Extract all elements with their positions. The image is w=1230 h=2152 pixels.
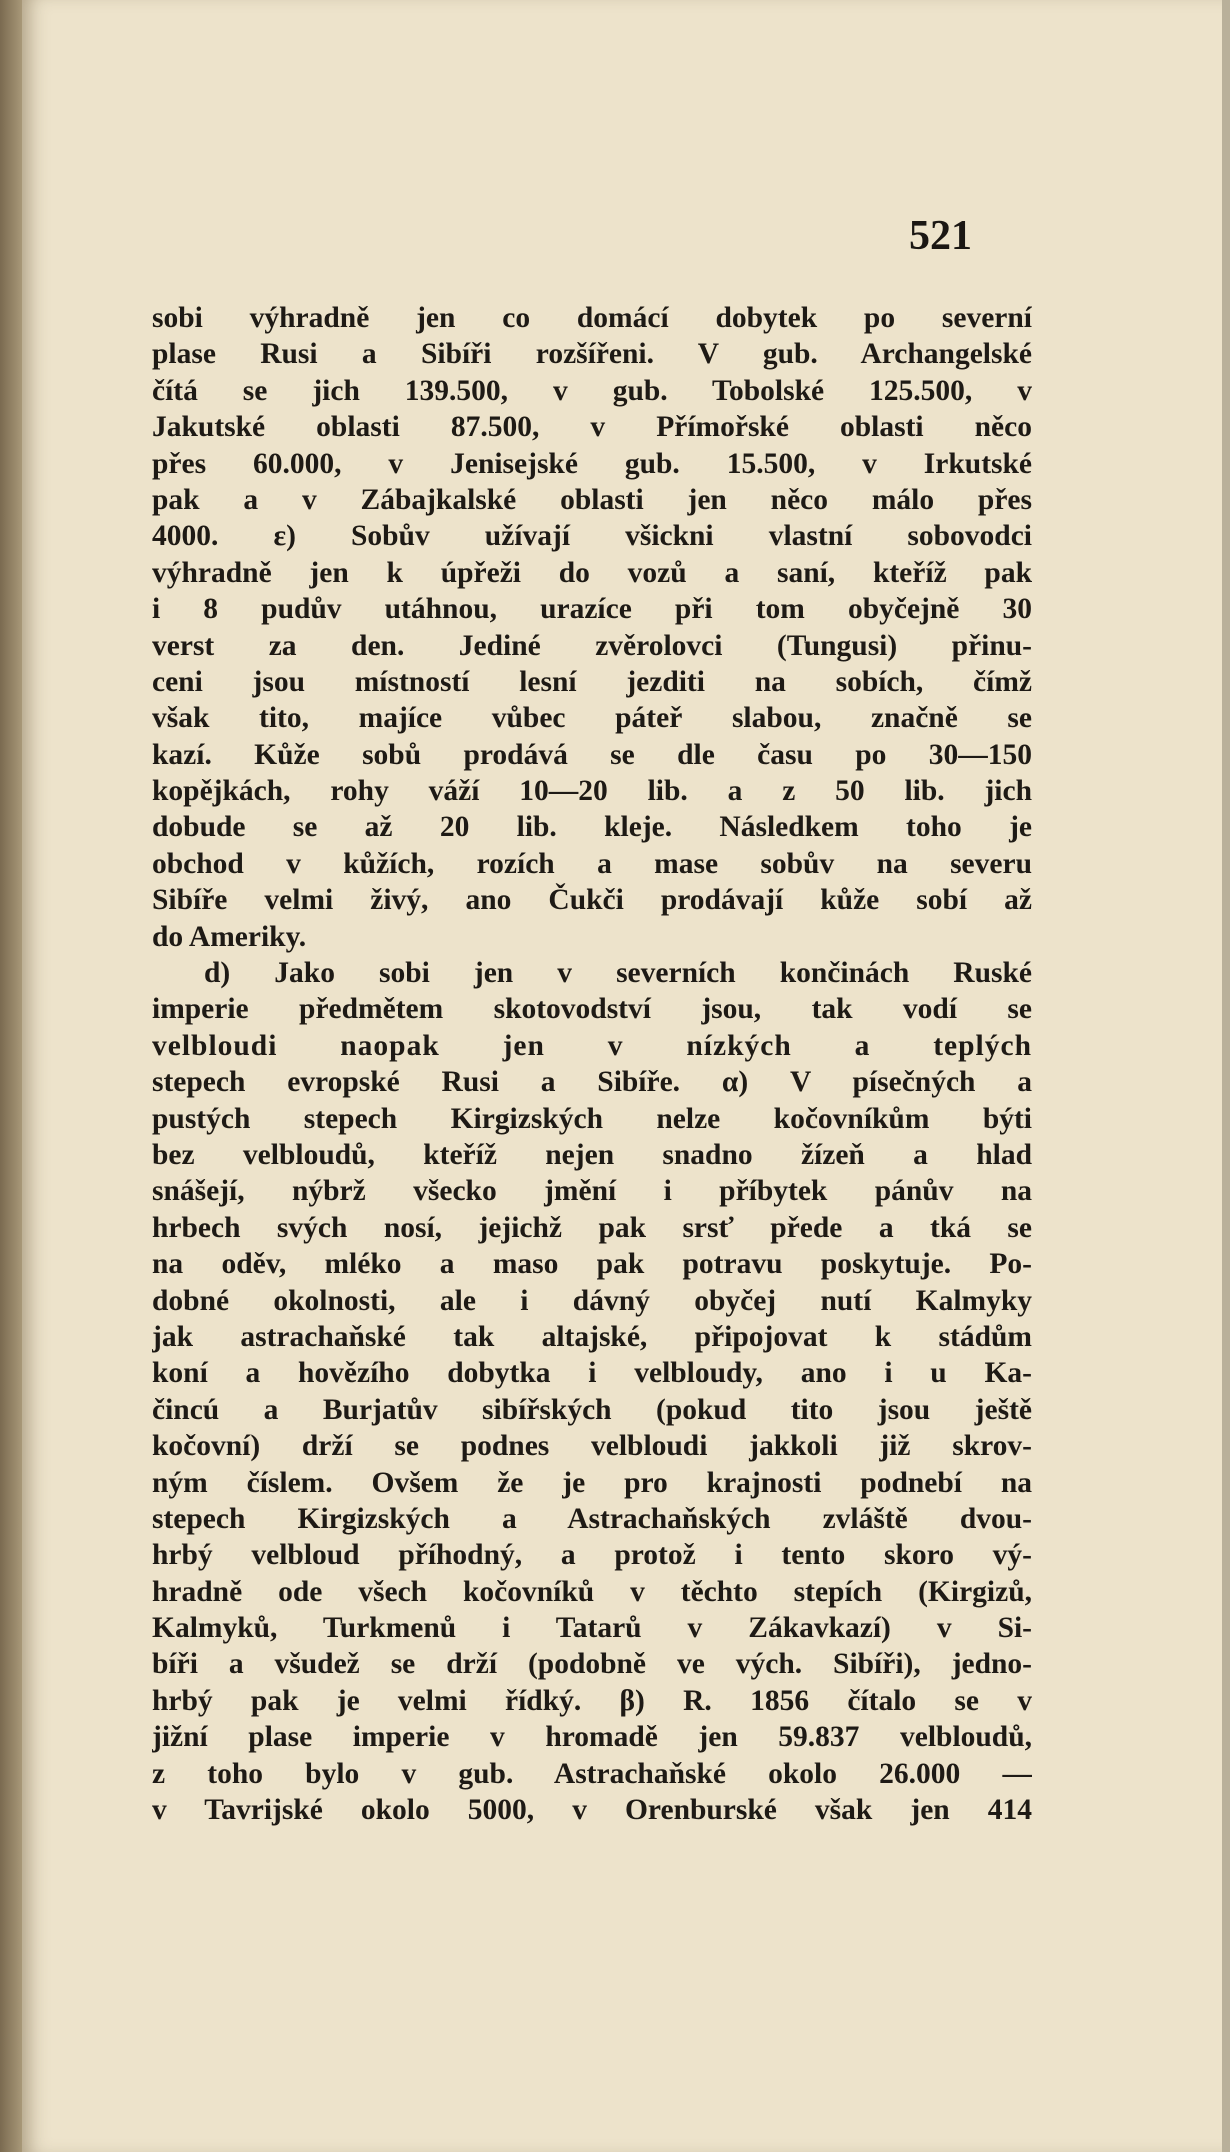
text-line: kazí. Kůže sobů prodává se dle času po 30—150 xyxy=(152,738,1032,771)
text-line: čincú a Burjatův sibířských (pokud tito jsou ještě xyxy=(152,1393,1032,1426)
text-line: kopějkách, rohy váží 10—20 lib. a z 50 lib. jich xyxy=(152,775,1032,808)
text-line: 4000. ε) Sobův užívají všickni vlastní sobovodci xyxy=(152,520,1032,553)
book-page xyxy=(22,0,1222,2152)
text-line: výhradně jen k úpřeži do vozů a saní, kteříž pak xyxy=(152,556,1032,589)
text-line: bez velbloudů, kteříž nejen snadno žízeň a hlad xyxy=(152,1138,1032,1171)
text-line: pak a v Zábajkalské oblasti jen něco málo přes xyxy=(152,483,1032,516)
text-line: na oděv, mléko a maso pak potravu poskytuje. Po- xyxy=(152,1248,1032,1281)
text-line: v Tavrijské okolo 5000, v Orenburské však jen 414 xyxy=(152,1794,1032,1827)
text-line: sobi výhradně jen co domácí dobytek po severní xyxy=(152,302,1032,334)
book-spine-edge xyxy=(0,0,22,2152)
page-number: 521 xyxy=(909,213,972,259)
text-line: stepech Kirgizských a Astrachaňských zvláště dvou- xyxy=(152,1502,1032,1535)
text-line: jižní plase imperie v hromadě jen 59.837 velbloudů, xyxy=(152,1721,1032,1754)
text-line: stepech evropské Rusi a Sibíře. α) V písečných a xyxy=(152,1066,1032,1099)
text-line: pustých stepech Kirgizských nelze kočovníkům býti xyxy=(152,1102,1032,1135)
text-line: čítá se jich 139.500, v gub. Tobolské 125.500, v xyxy=(152,374,1032,407)
text-line: imperie předmětem skotovodství jsou, tak vodí se xyxy=(152,993,1032,1026)
text-line: dobude se až 20 lib. kleje. Následkem toho je xyxy=(152,811,1032,844)
text-line: hrbech svých nosí, jejichž pak srsť přede a tká se xyxy=(152,1211,1032,1244)
text-line: hradně ode všech kočovníků v těchto stepích (Kirgizů, xyxy=(152,1575,1032,1608)
text-line: kočovní) drží se podnes velbloudi jakkoli již skrov- xyxy=(152,1430,1032,1463)
text-line: velbloudi naopak jen v nízkých a teplých xyxy=(152,1029,1032,1062)
text-line: z toho bylo v gub. Astrachaňské okolo 26.000 — xyxy=(152,1757,1032,1790)
text-line: jak astrachaňské tak altajské, připojovat k stádům xyxy=(152,1320,1032,1353)
text-line: dobné okolnosti, ale i dávný obyčej nutí Kalmyky xyxy=(152,1284,1032,1317)
text-line: však tito, majíce vůbec páteř slabou, značně se xyxy=(152,702,1032,735)
text-line: plase Rusi a Sibíři rozšířeni. V gub. Archangelské xyxy=(152,338,1032,371)
text-line: hrbý pak je velmi řídký. β) R. 1856 čítalo se v xyxy=(152,1684,1032,1717)
text-line: verst za den. Jediné zvěrolovci (Tungusi) přinu- xyxy=(152,629,1032,662)
text-line: Jakutské oblasti 87.500, v Přímořské oblasti něco xyxy=(152,411,1032,444)
text-line: bíři a všudež se drží (podobně ve vých. Sibíři), jedno- xyxy=(152,1648,1032,1681)
text-line: i 8 pudův utáhnou, urazíce při tom obyčejně 30 xyxy=(152,593,1032,626)
text-line: ceni jsou místností lesní jezditi na sobích, čímž xyxy=(152,665,1032,698)
text-line: Kalmyků, Turkmenů i Tatarů v Zákavkazí) v Si- xyxy=(152,1612,1032,1645)
text-line-paragraph-start: d) Jako sobi jen v severních končinách Ruské xyxy=(204,957,1032,990)
body-text xyxy=(152,300,1032,1828)
text-line: ným číslem. Ovšem že je pro krajnosti podnebí na xyxy=(152,1466,1032,1499)
text-line-paragraph-end: do Ameriky. xyxy=(152,920,307,953)
text-line: Sibíře velmi živý, ano Čukči prodávají kůže sobí až xyxy=(152,884,1032,917)
text-line: obchod v kůžích, rozích a mase sobův na severu xyxy=(152,847,1032,880)
text-line: hrbý velbloud příhodný, a protož i tento skoro vý- xyxy=(152,1539,1032,1572)
text-line: snášejí, nýbrž všecko jmění i příbytek pánův na xyxy=(152,1175,1032,1208)
text-line: koní a hovězího dobytka i velbloudy, ano i u Ka- xyxy=(152,1357,1032,1390)
text-line: přes 60.000, v Jenisejské gub. 15.500, v Irkutské xyxy=(152,447,1032,480)
